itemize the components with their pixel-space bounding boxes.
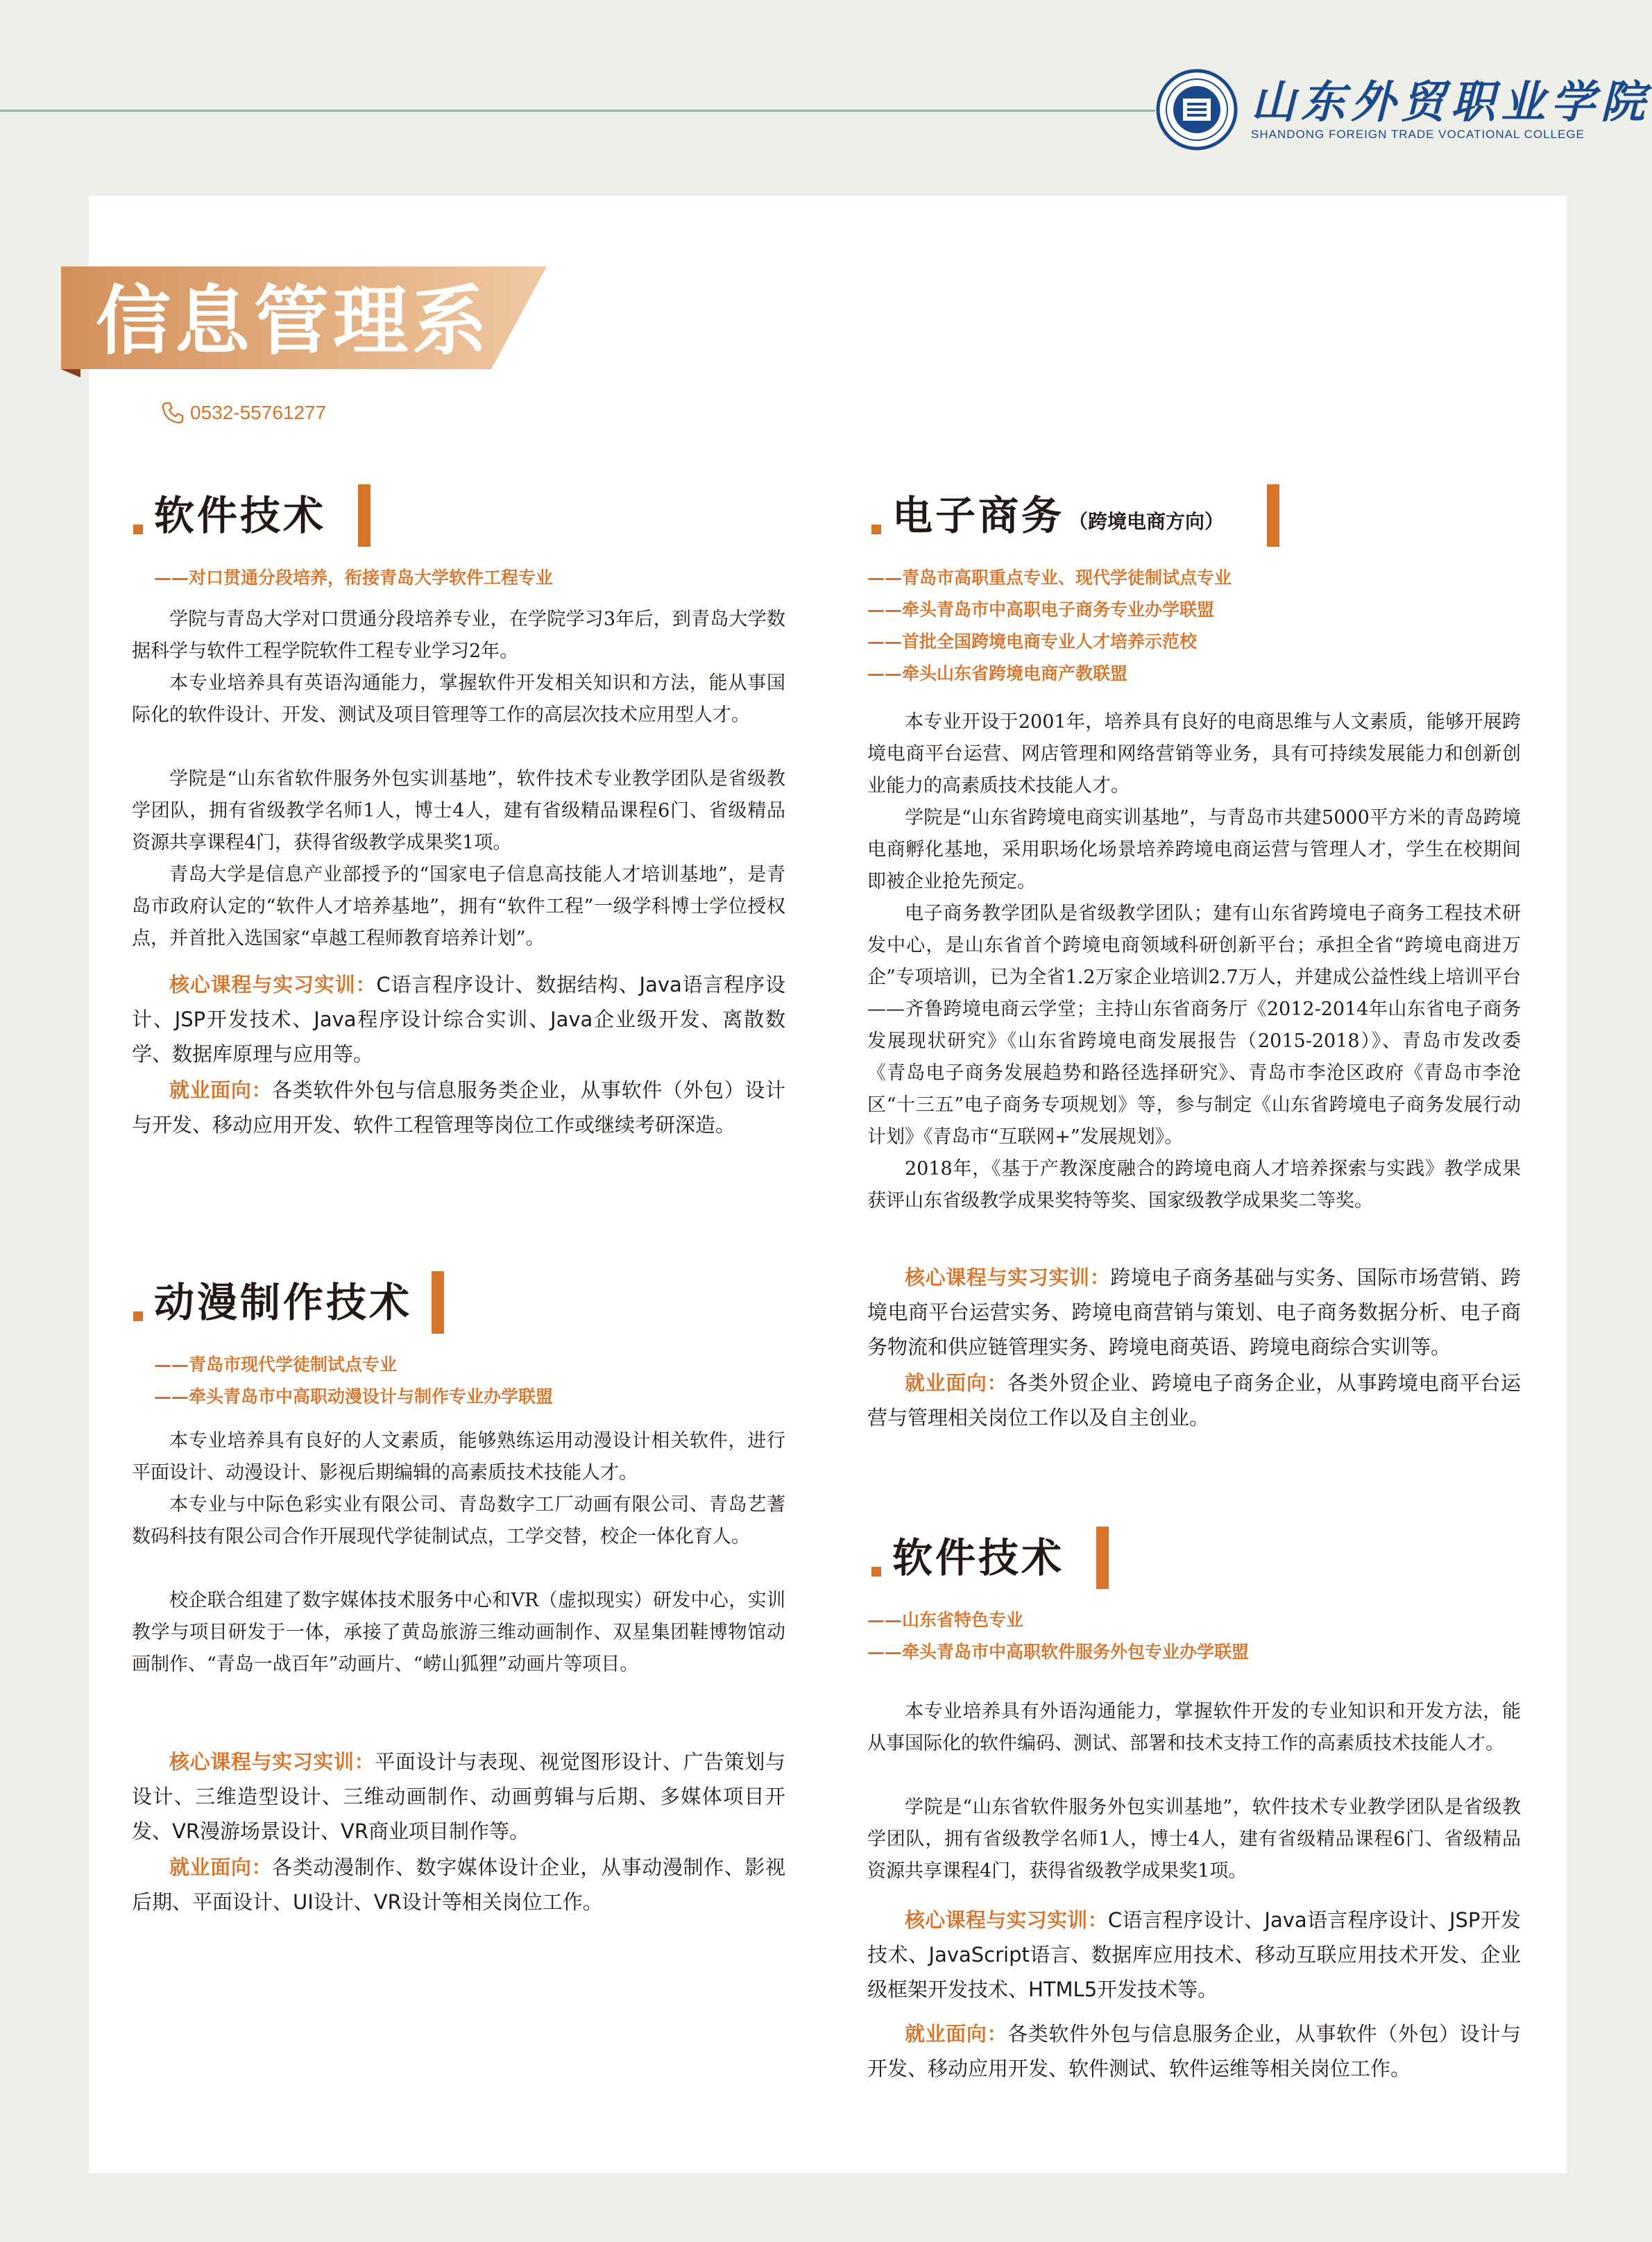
paragraph: 学院是“山东省软件服务外包实训基地”，软件技术专业教学团队是省级教学团队，拥有省级教学名师1人，博士4人，建有省级精品课程6门、省级精品资源共享课程4门，获得省级教学成果奖1项。 <box>132 768 785 854</box>
paragraph: 本专业与中际色彩实业有限公司、青岛数字工厂动画有限公司、青岛艺蓍数码科技有限公司合作开展现代学徒制试点，工学交替，校企一体化育人。 <box>132 1494 785 1547</box>
core-label: 核心课程与实习实训： <box>905 1908 1108 1932</box>
paragraph: 本专业开设于2001年，培养具有良好的电商思维与人文素质，能够开展跨境电商平台运营、网店管理和网络营销等业务，具有可持续发展能力和创新创业能力的高素质技术技能人才。 <box>867 711 1521 797</box>
job-label: 就业面向： <box>905 1371 1008 1395</box>
core-courses <box>867 1903 1521 2007</box>
school-name-en: SHANDONG FOREIGN TRADE VOCATIONAL COLLEGE <box>1251 128 1585 141</box>
job-text: 各类外贸企业、跨境电子商务企业，从事跨境电商平台运营与管理相关岗位工作以及自主创业。 <box>867 1371 1521 1429</box>
title-marker <box>871 1567 881 1577</box>
school-seal-icon <box>1155 68 1238 151</box>
title-accent-bar <box>343 484 371 547</box>
department-phone <box>161 401 326 425</box>
section-title-software-1 <box>133 491 326 540</box>
title-accent-bar <box>1081 1527 1109 1589</box>
tagline: ——山东省特色专业 <box>867 1610 1024 1630</box>
tagline: ——牵头青岛市中高职软件服务外包专业办学联盟 <box>867 1642 1250 1662</box>
tagline: ——首批全国跨境电商专业人才培养示范校 <box>867 631 1198 652</box>
paragraph: 2018年，《基于产教深度融合的跨境电商人才培养探索与实践》教学成果获评山东省级教学成果奖特等奖、国家级教学成果奖二等奖。 <box>867 1158 1521 1212</box>
department-title: 信息管理系 <box>96 278 492 365</box>
tagline: ——对口贯通分段培养，衔接青岛大学软件工程专业 <box>154 568 554 588</box>
core-label: 核心课程与实习实训： <box>169 973 377 996</box>
core-label: 核心课程与实习实训： <box>169 1750 375 1774</box>
tagline: ——牵头山东省跨境电商产教联盟 <box>867 663 1128 683</box>
paragraph: 学院是“山东省软件服务外包实训基地”，软件技术专业教学团队是省级教学团队，拥有省级教学名师1人，博士4人，建有省级精品课程6门、省级精品资源共享课程4门，获得省级教学成果奖1项。 <box>867 1797 1521 1882</box>
section-title-text: 电子商务 <box>892 492 1065 539</box>
employment <box>132 1073 785 1142</box>
employment <box>132 1850 785 1919</box>
header-divider <box>0 110 1155 112</box>
core-text: C语言程序设计、数据结构、Java语言程序设计、JSP开发技术、Java程序设计综合实训、Java企业级开发、离散数学、数据库原理与应用等。 <box>132 973 785 1066</box>
paragraph: 校企联合组建了数字媒体技术服务中心和VR（虚拟现实）研发中心，实训教学与项目研发于一体，承接了黄岛旅游三维动画制作、双星集团鞋博物馆动画制作、“青岛一战百年”动画片、“崂山狐狸”动画片等项目。 <box>132 1590 785 1675</box>
paragraph: 学院是“山东省跨境电商实训基地”，与青岛市共建5000平方米的青岛跨境电商孵化基地，采用职场化场景培养跨境电商运营与管理人才，学生在校期间即被企业抢先预定。 <box>867 807 1521 892</box>
job-label: 就业面向： <box>905 2022 1008 2046</box>
paragraph: 本专业培养具有良好的人文素质，能够熟练运用动漫设计相关软件，进行平面设计、动漫设计、影视后期编辑的高素质技术技能人才。 <box>132 1430 785 1484</box>
tagline: ——青岛市高职重点专业、现代学徒制试点专业 <box>867 568 1232 588</box>
job-text: 各类软件外包与信息服务类企业，从事软件（外包）设计与开发、移动应用开发、软件工程管理等岗位工作或继续考研深造。 <box>132 1078 785 1137</box>
core-text: 跨境电子商务基础与实务、国际市场营销、跨境电商平台运营实务、跨境电商营销与策划、电子商务数据分析、电子商务物流和供应链管理实务、跨境电商英语、跨境电商综合实训等。 <box>867 1266 1521 1359</box>
tagline: ——牵头青岛市中高职电子商务专业办学联盟 <box>867 600 1215 620</box>
title-marker <box>871 525 881 534</box>
title-accent-bar <box>1252 484 1279 547</box>
job-text: 各类动漫制作、数字媒体设计企业，从事动漫制作、影视后期、平面设计、UI设计、VR设计等相关岗位工作。 <box>132 1855 785 1914</box>
section-title-text: 软件技术 <box>892 1534 1065 1581</box>
section-title-ecommerce <box>871 491 1224 540</box>
school-logo <box>1155 68 1651 151</box>
section-title-animation <box>133 1278 412 1327</box>
tagline: ——牵头青岛市中高职动漫设计与制作专业办学联盟 <box>154 1386 554 1407</box>
core-courses <box>132 1744 785 1849</box>
paragraph: 青岛大学是信息产业部授予的“国家电子信息高技能人才培训基地”，是青岛市政府认定的“软件人才培养基地”，拥有“软件工程”一级学科博士学位授权点，并首批入选国家“卓越工程师教育培养计划”。 <box>132 864 785 949</box>
section-subtitle: （跨境电商方向） <box>1068 510 1225 533</box>
paragraph: 电子商务教学团队是省级教学团队；建有山东省跨境电子商务工程技术研发中心，是山东省首个跨境电商领域科研创新平台；承担全省“跨境电商进万企”专项培训，已为全省1.2万家企业培训2.7万人，并建成公益性线上培训平台——齐鲁跨境电商云学堂；主持山东省商务厅《2012-2014年山东省电子商务发展现状研究》《山东省跨境电商发展报告（2015-2018）》、青岛市发改委《青岛电子商务发展趋势和路径选择研究》、青岛市李沧区政府《青岛市李沧区“十三五”电子商务专项规划》等，参与制定《山东省跨境电子商务发展行动计划》《青岛市“互联网+”发展规划》。 <box>867 903 1521 1148</box>
title-marker <box>133 1311 143 1321</box>
paragraph: 学院与青岛大学对口贯通分段培养专业，在学院学习3年后，到青岛大学数据科学与软件工程学院软件工程专业学习2年。 <box>132 609 785 662</box>
job-label: 就业面向： <box>169 1078 273 1102</box>
phone-number: 0532-55761277 <box>190 402 327 423</box>
core-text: C语言程序设计、Java语言程序设计、JSP开发技术、JavaScript语言、数据库应用技术、移动互联应用技术开发、企业级框架开发技术、HTML5开发技术等。 <box>867 1908 1521 2001</box>
employment <box>867 1366 1521 1435</box>
school-name-cn: 山东外贸职业学院 <box>1251 77 1651 128</box>
job-label: 就业面向： <box>169 1855 273 1879</box>
core-text: 平面设计与表现、视觉图形设计、广告策划与设计、三维造型设计、三维动画制作、动画剪辑与后期、多媒体项目开发、VR漫游场景设计、VR商业项目制作等。 <box>132 1750 785 1843</box>
phone-icon <box>161 401 185 425</box>
core-courses <box>867 1260 1521 1364</box>
section-title-software-2 <box>871 1534 1064 1582</box>
paragraph: 本专业培养具有外语沟通能力，掌握软件开发的专业知识和开发方法，能从事国际化的软件编码、测试、部署和技术支持工作的高素质技术技能人才。 <box>867 1701 1521 1754</box>
tagline: ——青岛市现代学徒制试点专业 <box>154 1354 398 1375</box>
job-text: 各类软件外包与信息服务企业，从事软件（外包）设计与开发、移动应用开发、软件测试、软件运维等相关岗位工作。 <box>867 2022 1521 2080</box>
core-courses <box>132 967 785 1071</box>
title-accent-bar <box>416 1271 444 1334</box>
section-title-text: 动漫制作技术 <box>154 1279 413 1326</box>
section-title-text: 软件技术 <box>154 492 327 539</box>
paragraph: 本专业培养具有英语沟通能力，掌握软件开发相关知识和方法，能从事国际化的软件设计、开发、测试及项目管理等工作的高层次技术应用型人才。 <box>132 672 785 726</box>
title-marker <box>133 525 143 534</box>
employment <box>867 2016 1521 2086</box>
core-label: 核心课程与实习实训： <box>905 1266 1111 1289</box>
